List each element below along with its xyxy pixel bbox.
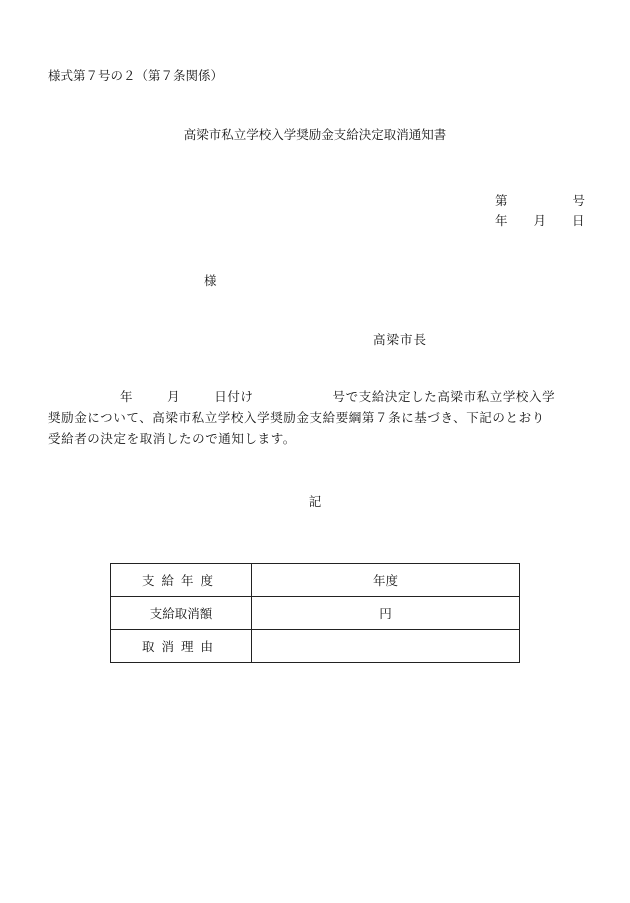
table-row [111,564,520,597]
body-line1-rest: 号で支給決定した高梁市私立学校入学 [332,389,556,404]
table-value-cancel-reason [252,630,520,663]
body-line-2: 奨励金について、高梁市私立学校入学奨励金支給要綱第７条に基づき、下記のとおり [48,410,545,425]
number-go: 号 [572,193,586,208]
document-number-line [495,191,585,209]
date-day: 日 [572,213,585,228]
notice-body [48,386,588,449]
body-line-3: 受給者の決定を取消したので通知します。 [48,431,296,446]
body-year: 年 [120,389,134,404]
body-line-1 [48,386,588,407]
table-row [111,597,520,630]
table-label-cancel-reason: 取消理由 [111,630,252,663]
date-year: 年 [495,213,508,228]
form-number-label: 様式第７号の２（第７条関係） [48,68,224,83]
document-date-line [495,211,585,229]
table-label-cancel-amount: 支給取消額 [111,597,252,630]
body-day: 日付け [214,389,254,404]
table-value-cancel-amount: 円 [252,597,520,630]
document-title: 高梁市私立学校入学奨励金支給決定取消通知書 [183,127,447,142]
date-month: 月 [533,213,547,228]
ki-heading: 記 [308,494,322,509]
details-table [110,563,520,663]
addressee-suffix: 様 [204,273,217,288]
table-value-fiscal-year: 年度 [252,564,520,597]
number-dai: 第 [495,193,508,208]
body-month: 月 [167,389,181,404]
table-label-fiscal-year: 支給年度 [111,564,252,597]
table-row [111,630,520,663]
issuer-name: 高梁市長 [373,332,428,347]
